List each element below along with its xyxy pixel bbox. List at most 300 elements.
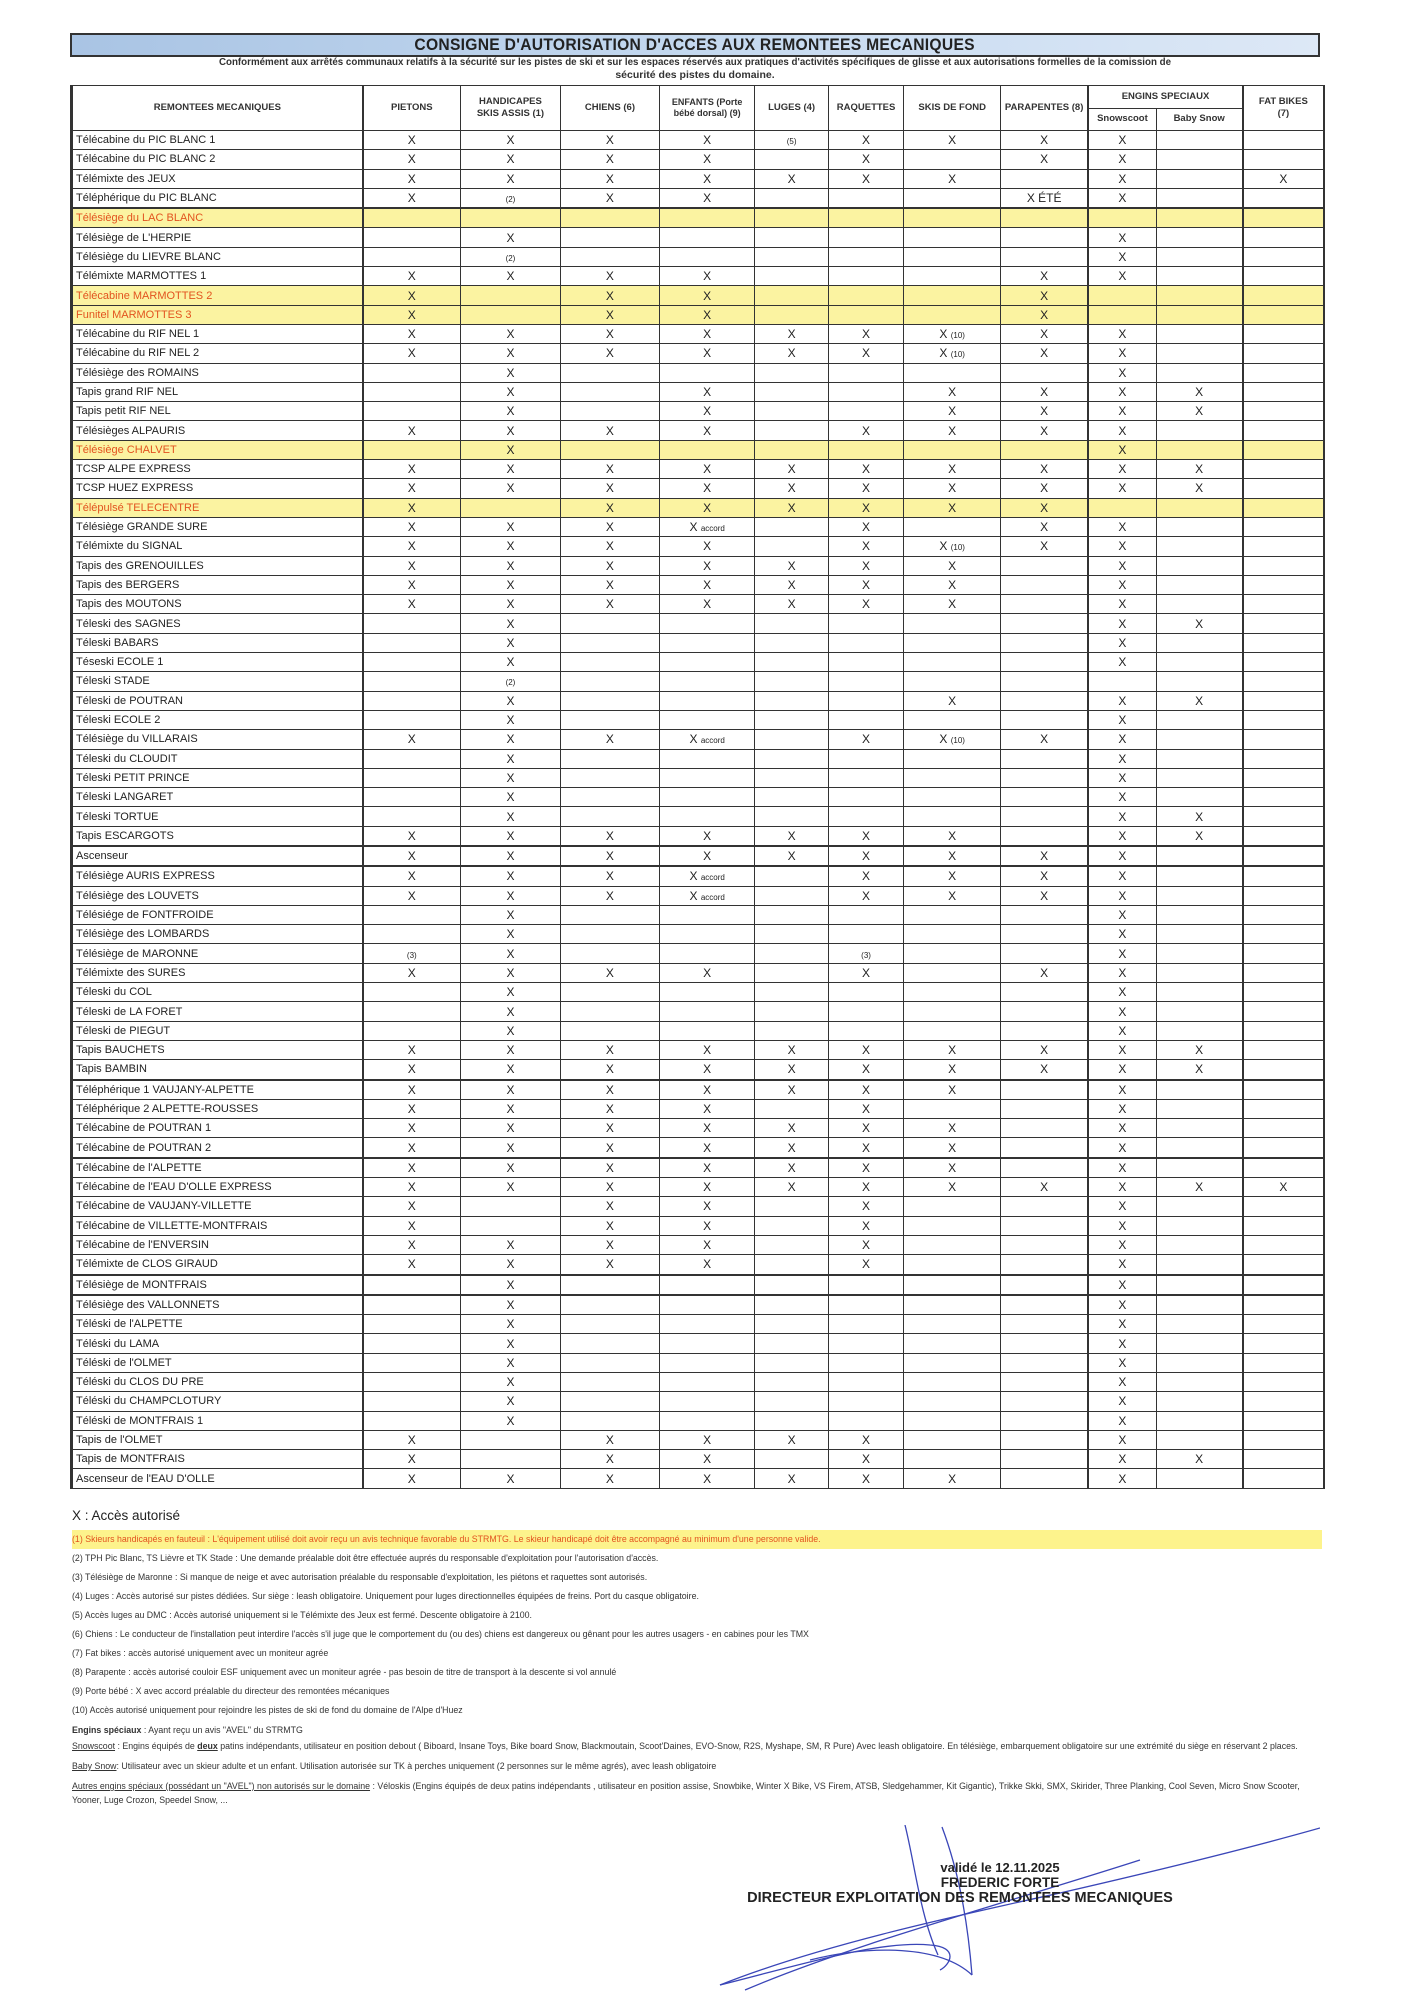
lift-name: Ascenseur de l'EAU D'OLLE (72, 1469, 363, 1488)
cell-pietons (363, 1021, 461, 1040)
lift-name: Télécabine de POUTRAN 2 (72, 1138, 363, 1158)
cell-baby-snow (1156, 1334, 1243, 1353)
cell-fat-bikes (1243, 1002, 1324, 1021)
cell-annotation: (10) (950, 350, 965, 360)
cell-handicapes: X (460, 1392, 560, 1411)
cell-skis-fond: X (904, 498, 1001, 517)
cell-skis-fond (904, 1430, 1001, 1449)
cell-handicapes: X (460, 1235, 560, 1254)
cell-handicapes: X (460, 1275, 560, 1295)
table-row (72, 556, 1325, 575)
cell-footnote-ref: (2) (505, 195, 516, 205)
cell-snowscoot: X (1088, 807, 1156, 826)
cell-parapentes (1001, 1275, 1089, 1295)
cell-pietons: X (363, 150, 461, 169)
lift-name: Tapis ESCARGOTS (72, 826, 363, 846)
cell-skis-fond (904, 440, 1001, 459)
cell-luges (755, 382, 828, 401)
cell-luges (755, 1411, 828, 1430)
cell-enfants: X (659, 1119, 755, 1138)
table-row (72, 691, 1325, 710)
cell-pietons: X (363, 1235, 461, 1254)
cell-snowscoot: X (1088, 460, 1156, 479)
cell-skis-fond (904, 1450, 1001, 1469)
cell-baby-snow (1156, 150, 1243, 169)
table-row (72, 1255, 1325, 1275)
cell-snowscoot: X (1088, 1002, 1156, 1021)
cell-handicapes: X (460, 537, 560, 556)
cell-chiens: X (560, 517, 659, 536)
cell-snowscoot: X (1088, 1021, 1156, 1040)
cell-luges: X (755, 324, 828, 343)
cell-handicapes: X (460, 1021, 560, 1040)
lift-name: Télésiège AURIS EXPRESS (72, 866, 363, 886)
lift-name: Téleski STADE (72, 672, 363, 691)
cell-enfants (659, 653, 755, 672)
table-row (72, 1216, 1325, 1235)
cell-snowscoot: X (1088, 691, 1156, 710)
cell-skis-fond (904, 1392, 1001, 1411)
cell-enfants: X (659, 963, 755, 982)
cell-snowscoot: X (1088, 344, 1156, 363)
header-remontees: REMONTEES MECANIQUES (72, 86, 363, 131)
footnote: (4) Luges : Accès autorisé sur pistes dédiées. Sur siège : leash obligatoire. Uniquement pour luges directionnelles équipées de freins. Port du casque obligatoire. (72, 1591, 699, 1601)
cell-pietons: X (363, 1255, 461, 1275)
cell-pietons (363, 749, 461, 768)
cell-baby-snow (1156, 208, 1243, 228)
cell-skis-fond (904, 208, 1001, 228)
cell-raquettes: X (828, 498, 904, 517)
cell-luges (755, 925, 828, 944)
cell-pietons: X (363, 1158, 461, 1178)
cell-handicapes: X (460, 1158, 560, 1178)
cell-handicapes (460, 1430, 560, 1449)
cell-fat-bikes (1243, 1295, 1324, 1315)
cell-snowscoot: X (1088, 826, 1156, 846)
cell-fat-bikes (1243, 228, 1324, 247)
lift-name: Téléphérique 2 ALPETTE-ROUSSES (72, 1099, 363, 1118)
cell-pietons (363, 983, 461, 1002)
cell-enfants (659, 905, 755, 924)
cell-snowscoot: X (1088, 788, 1156, 807)
cell-parapentes (1001, 807, 1089, 826)
cell-chiens (560, 710, 659, 729)
cell-skis-fond (904, 905, 1001, 924)
cell-fat-bikes (1243, 421, 1324, 440)
cell-fat-bikes: X (1243, 169, 1324, 188)
cell-baby-snow (1156, 228, 1243, 247)
cell-fat-bikes (1243, 866, 1324, 886)
cell-raquettes (828, 691, 904, 710)
table-row (72, 402, 1325, 421)
header-enfants: ENFANTS (Porte bébé dorsal) (9) (659, 86, 755, 131)
footnote: (7) Fat bikes : accès autorisé uniquement avec un moniteur agrée (72, 1648, 329, 1658)
cell-parapentes (1001, 1021, 1089, 1040)
cell-parapentes (1001, 1373, 1089, 1392)
cell-baby-snow (1156, 1099, 1243, 1118)
cell-luges: X (755, 479, 828, 498)
table-row (72, 1138, 1325, 1158)
cell-pietons (363, 440, 461, 459)
cell-fat-bikes (1243, 653, 1324, 672)
table-row (72, 1060, 1325, 1080)
cell-parapentes (1001, 768, 1089, 787)
cell-chiens (560, 614, 659, 633)
cell-skis-fond: X (904, 402, 1001, 421)
cell-skis-fond: X (904, 595, 1001, 614)
cell-snowscoot: X (1088, 575, 1156, 594)
cell-handicapes: X (460, 710, 560, 729)
cell-baby-snow: X (1156, 1178, 1243, 1197)
cell-fat-bikes (1243, 324, 1324, 343)
cell-enfants: X (659, 1216, 755, 1235)
cell-snowscoot: X (1088, 886, 1156, 905)
note-babysnow-text: : Utilisateur avec un skieur adulte et un enfant. Utilisation autorisée sur TK à perches uniquement (2 personnes sur le même agrés), avec leash obligatoire (116, 1761, 717, 1771)
cell-chiens: X (560, 730, 659, 749)
footnote: (2) TPH Pic Blanc, TS Lièvre et TK Stade : Une demande préalable doit être effectuée auprés du responsable d'exploitation pour l'autorisation d'accès. (72, 1553, 659, 1563)
cell-pietons (363, 1411, 461, 1430)
cell-fat-bikes (1243, 131, 1324, 150)
cell-pietons (363, 905, 461, 924)
table-row (72, 710, 1325, 729)
cell-enfants (659, 208, 755, 228)
cell-enfants (659, 228, 755, 247)
cell-handicapes: X (460, 866, 560, 886)
cell-parapentes (1001, 1469, 1089, 1488)
table-row (72, 150, 1325, 169)
footnote: (5) Accès luges au DMC : Accès autorisé uniquement si le Télémixte des Jeux est fermé. Descente obligatoire à 2100. (72, 1610, 532, 1620)
cell-baby-snow (1156, 517, 1243, 536)
cell-snowscoot: X (1088, 905, 1156, 924)
lift-name: Téleski du COL (72, 983, 363, 1002)
footnote: (10) Accès autorisé uniquement pour rejoindre les pistes de ski de fond du domaine de l'Alpe d'Huez (72, 1705, 463, 1715)
cell-skis-fond: X (904, 382, 1001, 401)
cell-snowscoot: X (1088, 363, 1156, 382)
cell-raquettes (828, 382, 904, 401)
cell-luges (755, 653, 828, 672)
table-row (72, 286, 1325, 305)
cell-baby-snow (1156, 1002, 1243, 1021)
header-baby-snow: Baby Snow (1156, 108, 1243, 131)
cell-snowscoot: X (1088, 1197, 1156, 1216)
table-row (72, 672, 1325, 691)
footnote: (3) Télésiège de Maronne : Si manque de neige et avec autorisation préalable du responsable d'exploitation, les piétons et raquettes sont autorisés. (72, 1572, 648, 1582)
cell-raquettes: X (828, 846, 904, 866)
cell-baby-snow (1156, 440, 1243, 459)
cell-luges (755, 1275, 828, 1295)
cell-parapentes: X (1001, 382, 1089, 401)
cell-baby-snow (1156, 672, 1243, 691)
cell-parapentes (1001, 710, 1089, 729)
cell-snowscoot: X (1088, 925, 1156, 944)
table-row (72, 131, 1325, 150)
cell-baby-snow (1156, 1353, 1243, 1372)
cell-snowscoot: X (1088, 517, 1156, 536)
cell-luges (755, 188, 828, 208)
cell-skis-fond (904, 1099, 1001, 1118)
cell-fat-bikes (1243, 826, 1324, 846)
cell-chiens: X (560, 1178, 659, 1197)
cell-skis-fond: X (904, 691, 1001, 710)
cell-skis-fond (904, 1021, 1001, 1040)
cell-pietons (363, 691, 461, 710)
cell-snowscoot: X (1088, 1216, 1156, 1235)
cell-pietons: X (363, 344, 461, 363)
cell-skis-fond (904, 1216, 1001, 1235)
cell-chiens (560, 363, 659, 382)
cell-parapentes (1001, 1315, 1089, 1334)
cell-raquettes (828, 633, 904, 652)
cell-luges (755, 537, 828, 556)
cell-enfants (659, 1315, 755, 1334)
lift-name: Téleski de LA FORET (72, 1002, 363, 1021)
cell-raquettes: X (828, 169, 904, 188)
cell-snowscoot: X (1088, 866, 1156, 886)
cell-fat-bikes (1243, 710, 1324, 729)
lift-name: Télécabine de l'ENVERSIN (72, 1235, 363, 1254)
cell-pietons (363, 208, 461, 228)
cell-baby-snow (1156, 944, 1243, 963)
cell-fat-bikes (1243, 537, 1324, 556)
cell-chiens: X (560, 131, 659, 150)
cell-pietons: X (363, 1450, 461, 1469)
cell-chiens: X (560, 886, 659, 905)
cell-luges (755, 1002, 828, 1021)
cell-pietons: X (363, 595, 461, 614)
cell-fat-bikes (1243, 886, 1324, 905)
lift-name: TCSP HUEZ EXPRESS (72, 479, 363, 498)
table-row (72, 983, 1325, 1002)
cell-fat-bikes (1243, 363, 1324, 382)
cell-snowscoot: X (1088, 440, 1156, 459)
cell-snowscoot: X (1088, 1138, 1156, 1158)
legend: X : Accès autorisé (72, 1508, 181, 1523)
cell-raquettes (828, 710, 904, 729)
cell-pietons (363, 633, 461, 652)
cell-skis-fond (904, 963, 1001, 982)
cell-pietons: X (363, 1216, 461, 1235)
cell-enfants: X (659, 1158, 755, 1178)
cell-raquettes (828, 1021, 904, 1040)
cell-parapentes (1001, 1430, 1089, 1449)
cell-enfants (659, 691, 755, 710)
cell-skis-fond: X (904, 421, 1001, 440)
lift-name: Télécabine du RIF NEL 1 (72, 324, 363, 343)
cell-enfants (659, 925, 755, 944)
table-row (72, 1469, 1325, 1488)
cell-fat-bikes (1243, 944, 1324, 963)
cell-pietons (363, 247, 461, 266)
cell-raquettes (828, 1373, 904, 1392)
cell-pietons: X (363, 1099, 461, 1118)
cell-skis-fond (904, 228, 1001, 247)
cell-pietons: X (363, 826, 461, 846)
cell-luges (755, 1255, 828, 1275)
cell-fat-bikes (1243, 1021, 1324, 1040)
table-row (72, 1040, 1325, 1059)
cell-baby-snow (1156, 1158, 1243, 1178)
table-row (72, 247, 1325, 266)
cell-baby-snow: X (1156, 614, 1243, 633)
cell-raquettes: X (828, 537, 904, 556)
cell-enfants: X (659, 1430, 755, 1449)
cell-enfants: X (659, 846, 755, 866)
cell-baby-snow: X (1156, 1040, 1243, 1059)
cell-pietons (363, 807, 461, 826)
cell-handicapes: X (460, 575, 560, 594)
cell-baby-snow (1156, 1235, 1243, 1254)
table-row (72, 1392, 1325, 1411)
cell-chiens (560, 768, 659, 787)
table-row (72, 1430, 1325, 1449)
cell-pietons: X (363, 963, 461, 982)
cell-raquettes: X (828, 1255, 904, 1275)
footnotes (72, 1530, 1322, 1807)
lift-name: Téleski PETIT PRINCE (72, 768, 363, 787)
cell-luges (755, 1353, 828, 1372)
cell-pietons (363, 363, 461, 382)
cell-skis-fond: X (904, 131, 1001, 150)
table-row (72, 479, 1325, 498)
cell-enfants (659, 807, 755, 826)
cell-raquettes (828, 1392, 904, 1411)
cell-raquettes (828, 983, 904, 1002)
cell-handicapes (460, 1450, 560, 1469)
cell-parapentes (1001, 169, 1089, 188)
table-row (72, 1178, 1325, 1197)
cell-chiens (560, 1411, 659, 1430)
cell-fat-bikes: X (1243, 1178, 1324, 1197)
cell-footnote-ref: (5) (786, 137, 797, 147)
cell-footnote-ref: (3) (861, 950, 871, 960)
signatory-role: DIRECTEUR EXPLOITATION DES REMONTEES MECANIQUES (747, 1890, 1173, 1906)
cell-enfants: X (659, 826, 755, 846)
cell-luges (755, 208, 828, 228)
cell-pietons: X (363, 421, 461, 440)
cell-enfants (659, 633, 755, 652)
cell-fat-bikes (1243, 1450, 1324, 1469)
table-row (72, 1021, 1325, 1040)
cell-pietons: X (363, 267, 461, 286)
cell-handicapes (460, 305, 560, 324)
table-row (72, 633, 1325, 652)
cell-handicapes: X (460, 228, 560, 247)
cell-handicapes: X (460, 1002, 560, 1021)
cell-chiens: X (560, 188, 659, 208)
cell-snowscoot: X (1088, 944, 1156, 963)
cell-snowscoot: X (1088, 1392, 1156, 1411)
cell-baby-snow (1156, 188, 1243, 208)
cell-raquettes (828, 788, 904, 807)
cell-handicapes: X (460, 267, 560, 286)
cell-luges: X (755, 1469, 828, 1488)
lift-name: Téleski TORTUE (72, 807, 363, 826)
cell-snowscoot: X (1088, 537, 1156, 556)
cell-enfants: X (659, 1138, 755, 1158)
lift-name: Téléski de MONTFRAIS 1 (72, 1411, 363, 1430)
cell-raquettes: X (828, 1178, 904, 1197)
cell-skis-fond: X (904, 1158, 1001, 1178)
cell-baby-snow (1156, 846, 1243, 866)
cell-luges (755, 1216, 828, 1235)
cell-chiens: X (560, 421, 659, 440)
cell-skis-fond (904, 286, 1001, 305)
cell-snowscoot: X (1088, 653, 1156, 672)
table-row (72, 846, 1325, 866)
cell-enfants: X (659, 1099, 755, 1118)
cell-chiens: X (560, 537, 659, 556)
cell-fat-bikes (1243, 286, 1324, 305)
cell-snowscoot: X (1088, 267, 1156, 286)
note-engins-label: Engins spéciaux (72, 1725, 142, 1735)
cell-parapentes: X (1001, 886, 1089, 905)
cell-enfants (659, 710, 755, 729)
cell-snowscoot: X (1088, 382, 1156, 401)
cell-parapentes (1001, 556, 1089, 575)
cell-baby-snow (1156, 169, 1243, 188)
cell-skis-fond (904, 710, 1001, 729)
cell-chiens: X (560, 556, 659, 575)
lift-name: Télémixte des JEUX (72, 169, 363, 188)
cell-chiens (560, 633, 659, 652)
cell-snowscoot: X (1088, 1119, 1156, 1138)
cell-snowscoot: X (1088, 169, 1156, 188)
cell-snowscoot: X (1088, 188, 1156, 208)
cell-enfants: X (659, 131, 755, 150)
cell-chiens (560, 672, 659, 691)
cell-raquettes (828, 188, 904, 208)
cell-baby-snow (1156, 886, 1243, 905)
cell-raquettes: X (828, 1216, 904, 1235)
cell-baby-snow (1156, 1430, 1243, 1449)
table-row (72, 537, 1325, 556)
cell-parapentes (1001, 944, 1089, 963)
cell-enfants: X (659, 169, 755, 188)
intro-line-1: Conformément aux arrêtés communaux relatifs à la sécurité sur les pistes de ski et sur les espaces réservés aux pratiques d'activités spécifiques de glisse et aux autorisations formelles de la comission de (218, 56, 1172, 68)
cell-skis-fond: X (10) (904, 537, 1001, 556)
cell-raquettes: X (828, 131, 904, 150)
cell-enfants: X (659, 556, 755, 575)
cell-pietons (363, 672, 461, 691)
cell-enfants: X (659, 537, 755, 556)
cell-pietons (363, 1315, 461, 1334)
lift-name: Télésiège des LOUVETS (72, 886, 363, 905)
cell-pietons (363, 382, 461, 401)
cell-luges (755, 1021, 828, 1040)
cell-skis-fond (904, 653, 1001, 672)
cell-parapentes: X (1001, 286, 1089, 305)
lift-name: Télésiège des ROMAINS (72, 363, 363, 382)
cell-pietons (363, 653, 461, 672)
cell-baby-snow (1156, 363, 1243, 382)
cell-chiens (560, 944, 659, 963)
cell-raquettes: X (828, 1158, 904, 1178)
lift-name: TCSP ALPE EXPRESS (72, 460, 363, 479)
cell-parapentes (1001, 1235, 1089, 1254)
cell-skis-fond (904, 633, 1001, 652)
cell-raquettes: X (828, 324, 904, 343)
cell-luges (755, 788, 828, 807)
table-row (72, 1119, 1325, 1138)
cell-parapentes (1001, 1002, 1089, 1021)
cell-pietons: X (363, 575, 461, 594)
cell-baby-snow: X (1156, 691, 1243, 710)
cell-baby-snow (1156, 267, 1243, 286)
document-title: CONSIGNE D'AUTORISATION D'ACCES AUX REMONTEES MECANIQUES (414, 35, 976, 54)
cell-fat-bikes (1243, 1275, 1324, 1295)
lift-name: Télésiège du LIEVRE BLANC (72, 247, 363, 266)
cell-baby-snow (1156, 1080, 1243, 1100)
